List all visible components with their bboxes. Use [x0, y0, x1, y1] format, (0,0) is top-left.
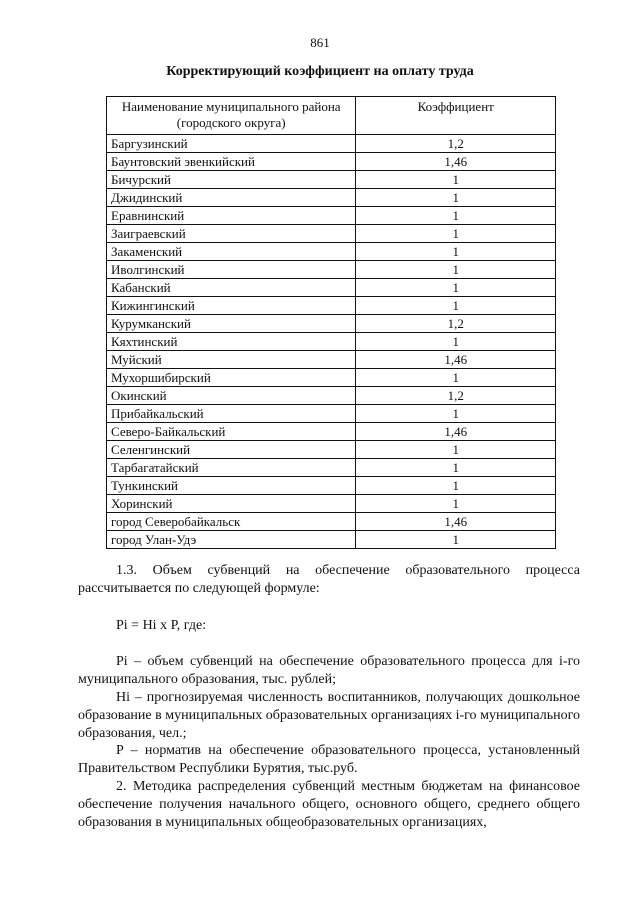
municipality-name: Северо-Байкальский — [107, 423, 356, 441]
municipality-name: Заиграевский — [107, 225, 356, 243]
table-row — [107, 243, 556, 261]
coefficient-value: 1 — [356, 225, 556, 243]
coefficient-value: 1,2 — [356, 387, 556, 405]
body-text — [78, 562, 580, 831]
municipality-name: Бичурский — [107, 171, 356, 189]
coefficient-value: 1 — [356, 279, 556, 297]
table-row — [107, 315, 556, 333]
paragraph-2: 2. Методика распределения субвенций местным бюджетам на финансовое обеспечение получения начального общего, основного общего, среднего общего образования в муниципальных общеобразовательных организациях, — [78, 778, 580, 830]
page-number: 861 — [310, 35, 330, 50]
paragraph-1-3: 1.3. Объем субвенций на обеспечение образовательного процесса рассчитывается по следующей формуле: — [78, 563, 580, 596]
table-row — [107, 531, 556, 549]
table-row — [107, 225, 556, 243]
table-header-row — [107, 97, 556, 135]
municipality-name: Тарбагатайский — [107, 459, 356, 477]
table-row — [107, 369, 556, 387]
table-row — [107, 153, 556, 171]
coefficient-value: 1,46 — [356, 153, 556, 171]
table-row — [107, 171, 556, 189]
table-row — [107, 351, 556, 369]
table-row — [107, 441, 556, 459]
coefficient-value: 1 — [356, 369, 556, 387]
municipality-name: Курумканский — [107, 315, 356, 333]
coefficient-value: 1 — [356, 495, 556, 513]
municipality-name: Джидинский — [107, 189, 356, 207]
definition-hi: Hi – прогнозируемая численность воспитанников, получающих дошкольное образование в муниципальных образовательных организациях i-го муниципального образования, чел.; — [78, 689, 580, 741]
municipality-name: Баунтовский эвенкийский — [107, 153, 356, 171]
definition-pi: Pi – объем субвенций на обеспечение образовательного процесса для i-го муниципального образования, тыс. рублей; — [78, 654, 580, 688]
table-row — [107, 459, 556, 477]
table-row — [107, 279, 556, 297]
municipality-name: город Улан-Удэ — [107, 531, 356, 549]
coefficient-value: 1 — [356, 171, 556, 189]
header-coefficient: Коэффициент — [356, 97, 556, 135]
table-row — [107, 297, 556, 315]
municipality-name: Кяхтинский — [107, 333, 356, 351]
municipality-name: Хоринский — [107, 495, 356, 513]
municipality-name: Кижингинский — [107, 297, 356, 315]
table-row — [107, 495, 556, 513]
coefficient-value: 1,2 — [356, 315, 556, 333]
municipality-name: Еравнинский — [107, 207, 356, 225]
table-row — [107, 405, 556, 423]
municipality-name: Закаменский — [107, 243, 356, 261]
municipality-name: Мухоршибирский — [107, 369, 356, 387]
coefficient-table — [106, 96, 556, 549]
definition-p: P – норматив на обеспечение образовательного процесса, установленный Правительством Республики Бурятия, тыс.руб. — [78, 743, 580, 777]
header-municipality: Наименование муниципального района (городского округа) — [107, 97, 356, 135]
table-row — [107, 477, 556, 495]
table-row — [107, 207, 556, 225]
coefficient-value: 1 — [356, 441, 556, 459]
coefficient-value: 1 — [356, 297, 556, 315]
coefficient-value: 1,46 — [356, 351, 556, 369]
municipality-name: Баргузинский — [107, 135, 356, 153]
table-row — [107, 189, 556, 207]
table-row — [107, 333, 556, 351]
municipality-name: город Северобайкальск — [107, 513, 356, 531]
table-row — [107, 513, 556, 531]
coefficient-value: 1 — [356, 207, 556, 225]
municipality-name: Кабанский — [107, 279, 356, 297]
municipality-name: Иволгинский — [107, 261, 356, 279]
table-row — [107, 387, 556, 405]
table-row — [107, 423, 556, 441]
table-row — [107, 135, 556, 153]
coefficient-value: 1,2 — [356, 135, 556, 153]
coefficient-value: 1,46 — [356, 513, 556, 531]
coefficient-value: 1 — [356, 531, 556, 549]
coefficient-value: 1,46 — [356, 423, 556, 441]
coefficient-value: 1 — [356, 261, 556, 279]
coefficient-value: 1 — [356, 459, 556, 477]
coefficient-value: 1 — [356, 189, 556, 207]
municipality-name: Тункинский — [107, 477, 356, 495]
coefficient-value: 1 — [356, 405, 556, 423]
coefficient-value: 1 — [356, 243, 556, 261]
document-title: Корректирующий коэффициент на оплату труда — [166, 64, 474, 79]
table-row — [107, 261, 556, 279]
municipality-name: Прибайкальский — [107, 405, 356, 423]
municipality-name: Муйский — [107, 351, 356, 369]
table-body — [107, 135, 556, 549]
coefficient-value: 1 — [356, 333, 556, 351]
municipality-name: Селенгинский — [107, 441, 356, 459]
formula: Pi = Hi x P, где: — [116, 617, 207, 633]
coefficient-value: 1 — [356, 477, 556, 495]
municipality-name: Окинский — [107, 387, 356, 405]
